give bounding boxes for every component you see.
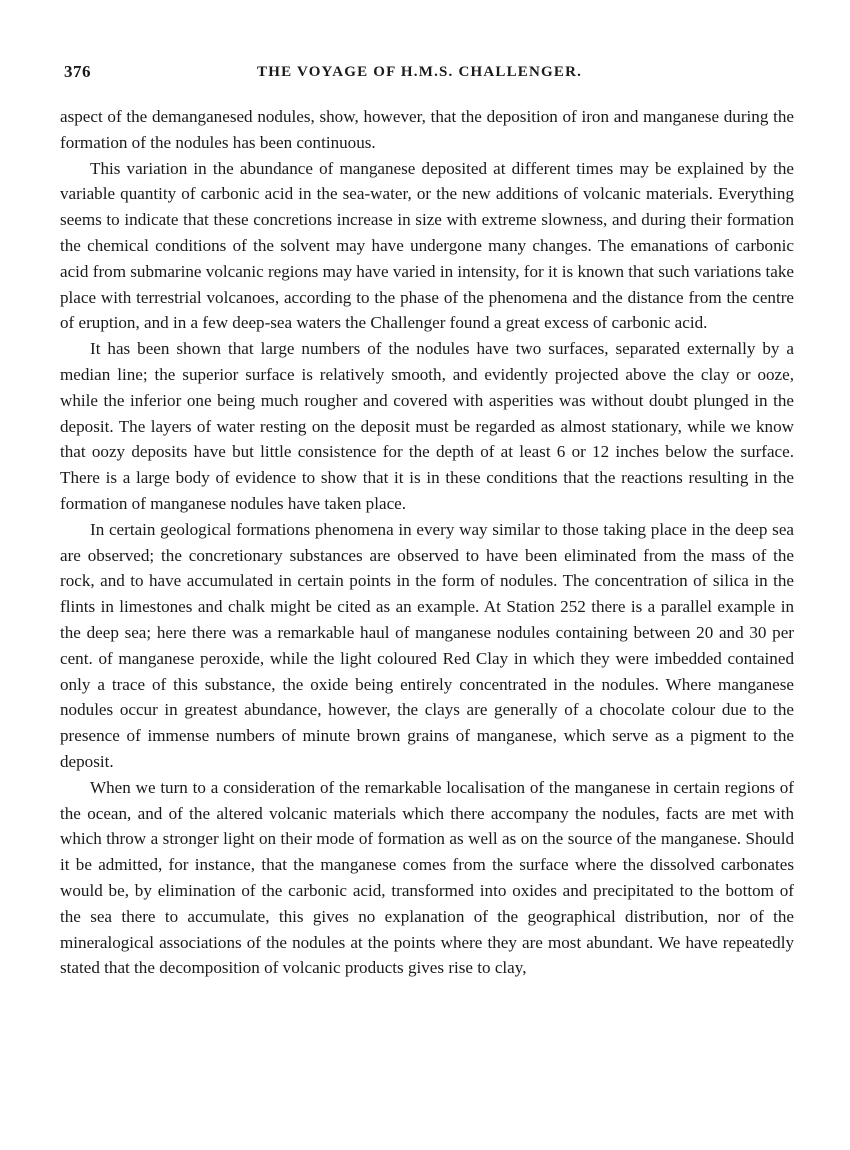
paragraph: This variation in the abundance of manganese deposited at different times may be explained by the variable quantity of carbonic acid in the sea-water, or the new additions of volcanic materials. Everything seems to indicate that these concretions increase in size with extreme slowness, and during their formation the chemical conditions of the solvent may have undergone many changes. The emanations of carbonic acid from submarine volcanic regions may have varied in intensity, for it is known that such variations take place with terrestrial volcanoes, according to the phase of the phenomena and the distance from the centre of eruption, and in a few deep-sea waters the Challenger found a great excess of carbonic acid. [60, 158, 794, 333]
paragraph: In certain geological formations phenomena in every way similar to those taking place in the deep sea are observed; the concretionary substances are observed to have been eliminated from the mass of the rock, and to have accumulated in certain points in the form of nodules. The concentration of silica in the flints in limestones and chalk might be cited as an example. At Station 252 there is a parallel example in the deep sea; here there was a remarkable haul of manganese nodules containing between 20 and 30 per cent. of manganese peroxide, while the light coloured Red Clay in which they were imbedded contained only a trace of this substance, the oxide being entirely concentrated in the nodules. Where manganese nodules occur in greatest abundance, however, the clays are generally of a chocolate colour due to the presence of immense numbers of minute brown grains of manganese, which serve as a pigment to the deposit. [60, 519, 794, 771]
page-title: THE VOYAGE OF H.M.S. CHALLENGER. [257, 64, 583, 80]
paragraph: When we turn to a consideration of the remarkable localisation of the manganese in certain regions of the ocean, and of the altered volcanic materials which there accompany the nodules, facts are met with which throw a stronger light on their mode of formation as well as on the source of the manganese. Should it be admitted, for instance, that the manganese comes from the surface where the dissolved carbonates would be, by elimination of the carbonic acid, transformed into oxides and precipitated to the bottom of the sea there to accumulate, this gives no explanation of the geographical distribution, nor of the mineralogical associations of the nodules at the points where they are most abundant. We have repeatedly stated that the decomposition of volcanic products gives rise to clay, [60, 777, 794, 978]
paragraph-continued: aspect of the demanganesed nodules, show, however, that the deposition of iron and manganese during the formation of the nodules has been continuous. [60, 107, 794, 152]
paragraph: It has been shown that large numbers of the nodules have two surfaces, separated externally by a median line; the superior surface is relatively smooth, and evidently projected above the clay or ooze, while the inferior one being much rougher and covered with asperities was without doubt plunged in the deposit. The layers of water resting on the deposit must be regarded as almost stationary, while we know that oozy deposits have but little consistence for the depth of at least 6 or 12 inches below the surface. There is a large body of evidence to show that it is in these conditions that the reactions resulting in the formation of manganese nodules have taken place. [60, 339, 794, 513]
running-head [64, 62, 794, 86]
page-number: 376 [64, 62, 91, 81]
body-text [60, 104, 794, 981]
